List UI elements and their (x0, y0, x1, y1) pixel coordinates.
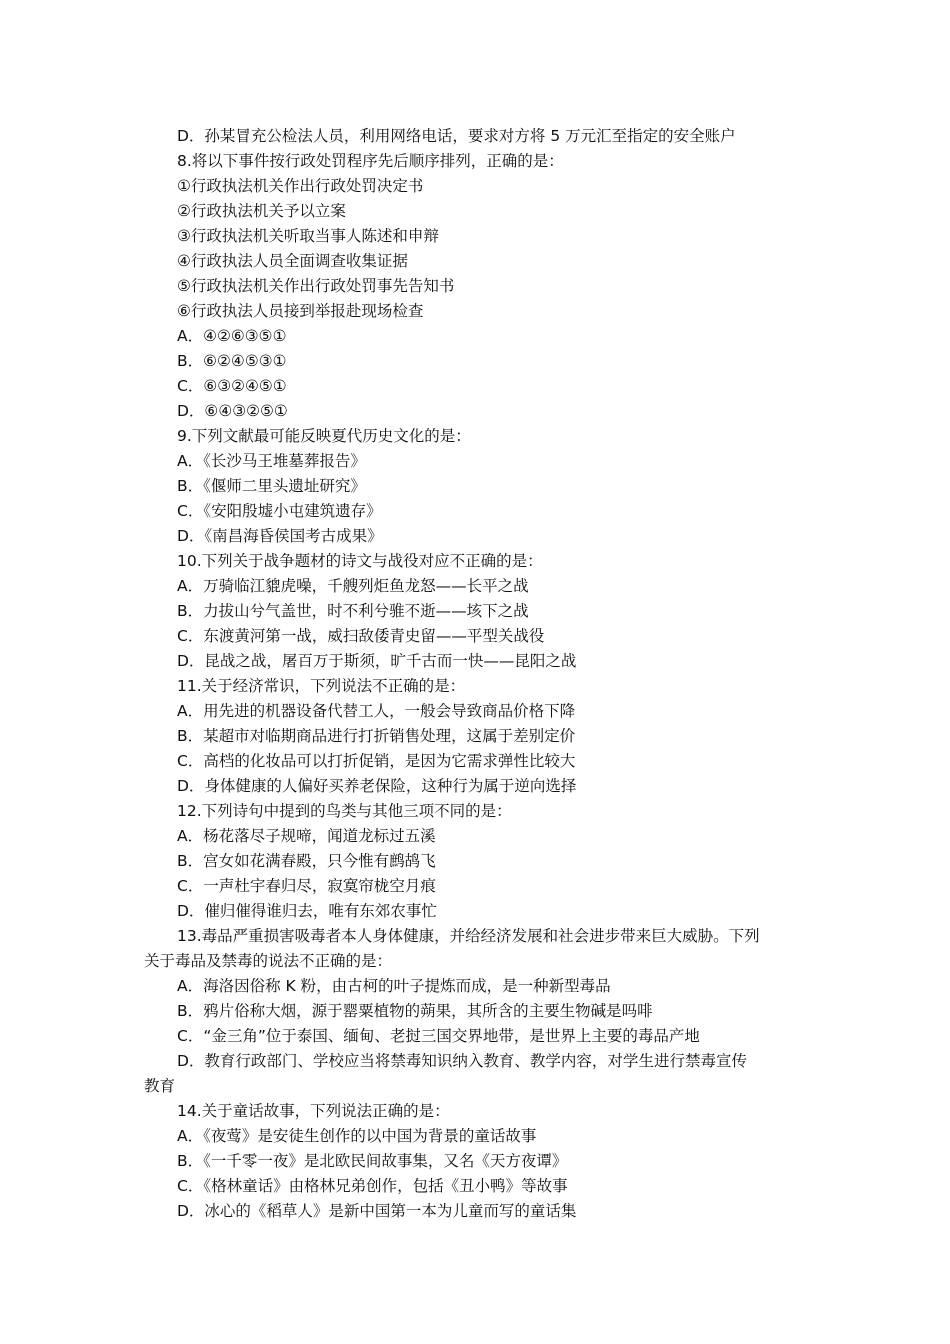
text-line: ⑤行政执法机关作出行政处罚事先告知书 (177, 277, 455, 295)
option-line: C．“金三角”位于泰国、缅甸、老挝三国交界地带，是世界上主要的毒品产地 (177, 1027, 700, 1045)
option-line: A．《夜莺》是安徒生创作的以中国为背景的童话故事 (177, 1127, 537, 1145)
option-line-continued: 教育 (144, 1077, 176, 1095)
text-line: ①行政执法机关作出行政处罚决定书 (177, 177, 424, 195)
option-line: C．《安阳殷墟小屯建筑遗存》 (177, 502, 382, 520)
option-line: B．《偃师二里头遗址研究》 (177, 477, 366, 495)
option-line: D．身体健康的人偏好买养老保险，这种行为属于逆向选择 (177, 777, 577, 795)
option-line: B．《一千零一夜》是北欧民间故事集，又名《天方夜谭》 (177, 1152, 568, 1170)
question-9-stem: 9.下列文献最可能反映夏代历史文化的是： (177, 427, 471, 445)
option-line: D．⑥④③②⑤① (177, 402, 288, 420)
option-line: A．海洛因俗称 K 粉，由古柯的叶子提炼而成，是一种新型毒品 (177, 977, 611, 995)
option-line: A．④②⑥③⑤① (177, 327, 287, 345)
option-line: B．力拔山兮气盖世，时不利兮骓不逝——垓下之战 (177, 602, 529, 620)
option-line: D．《南昌海昏侯国考古成果》 (177, 527, 383, 545)
text-line: ⑥行政执法人员接到举报赴现场检查 (177, 302, 424, 320)
option-line: D．教育行政部门、学校应当将禁毒知识纳入教育、教学内容，对学生进行禁毒宣传 (177, 1052, 747, 1070)
option-line: A．万骑临江貔虎噪，千艘列炬鱼龙怒——长平之战 (177, 577, 529, 595)
option-line: B．⑥②④⑤③① (177, 352, 287, 370)
option-line: A．杨花落尽子规啼，闻道龙标过五溪 (177, 827, 436, 845)
option-line: D．冰心的《稻草人》是新中国第一本为儿童而写的童话集 (177, 1202, 577, 1220)
option-line: D．催归催得谁归去，唯有东郊农事忙 (177, 902, 437, 920)
question-11-stem: 11.关于经济常识，下列说法不正确的是： (177, 677, 466, 695)
option-line: C．东渡黄河第一战，威扫敌倭青史留——平型关战役 (177, 627, 545, 645)
question-10-stem: 10.下列关于战争题材的诗文与战役对应不正确的是： (177, 552, 543, 570)
text-line: D．孙某冒充公检法人员，利用网络电话，要求对方将 5 万元汇至指定的安全账户 (177, 127, 736, 145)
option-line: A．用先进的机器设备代替工人，一般会导致商品价格下降 (177, 702, 576, 720)
option-line: A．《长沙马王堆墓葬报告》 (177, 452, 366, 470)
option-line: C．《格林童话》由格林兄弟创作，包括《丑小鸭》等故事 (177, 1177, 568, 1195)
text-line: ②行政执法机关予以立案 (177, 202, 346, 220)
option-line: C．⑥③②④⑤① (177, 377, 287, 395)
question-8-stem: 8.将以下事件按行政处罚程序先后顺序排列，正确的是： (177, 152, 564, 170)
question-13-stem-continued: 关于毒品及禁毒的说法不正确的是： (144, 952, 393, 970)
option-line: B．某超市对临期商品进行打折销售处理，这属于差别定价 (177, 727, 576, 745)
text-line: ③行政执法机关听取当事人陈述和申辩 (177, 227, 439, 245)
option-line: C．一声杜宇春归尽，寂寞帘栊空月痕 (177, 877, 436, 895)
option-line: B．鸦片俗称大烟，源于罂粟植物的蒴果，其所含的主要生物碱是吗啡 (177, 1002, 653, 1020)
question-13-stem: 13.毒品严重损害吸毒者本人身体健康，并给经济发展和社会进步带来巨大威胁。下列 (177, 927, 760, 945)
option-line: B．宫女如花满春殿，只今惟有鹧鸪飞 (177, 852, 436, 870)
option-line: C．高档的化妆品可以打折促销，是因为它需求弹性比较大 (177, 752, 576, 770)
option-line: D．昆战之战，屠百万于斯须，旷千古而一快——昆阳之战 (177, 652, 577, 670)
question-12-stem: 12.下列诗句中提到的鸟类与其他三项不同的是： (177, 802, 512, 820)
text-line: ④行政执法人员全面调查收集证据 (177, 252, 408, 270)
question-14-stem: 14.关于童话故事，下列说法正确的是： (177, 1102, 450, 1120)
